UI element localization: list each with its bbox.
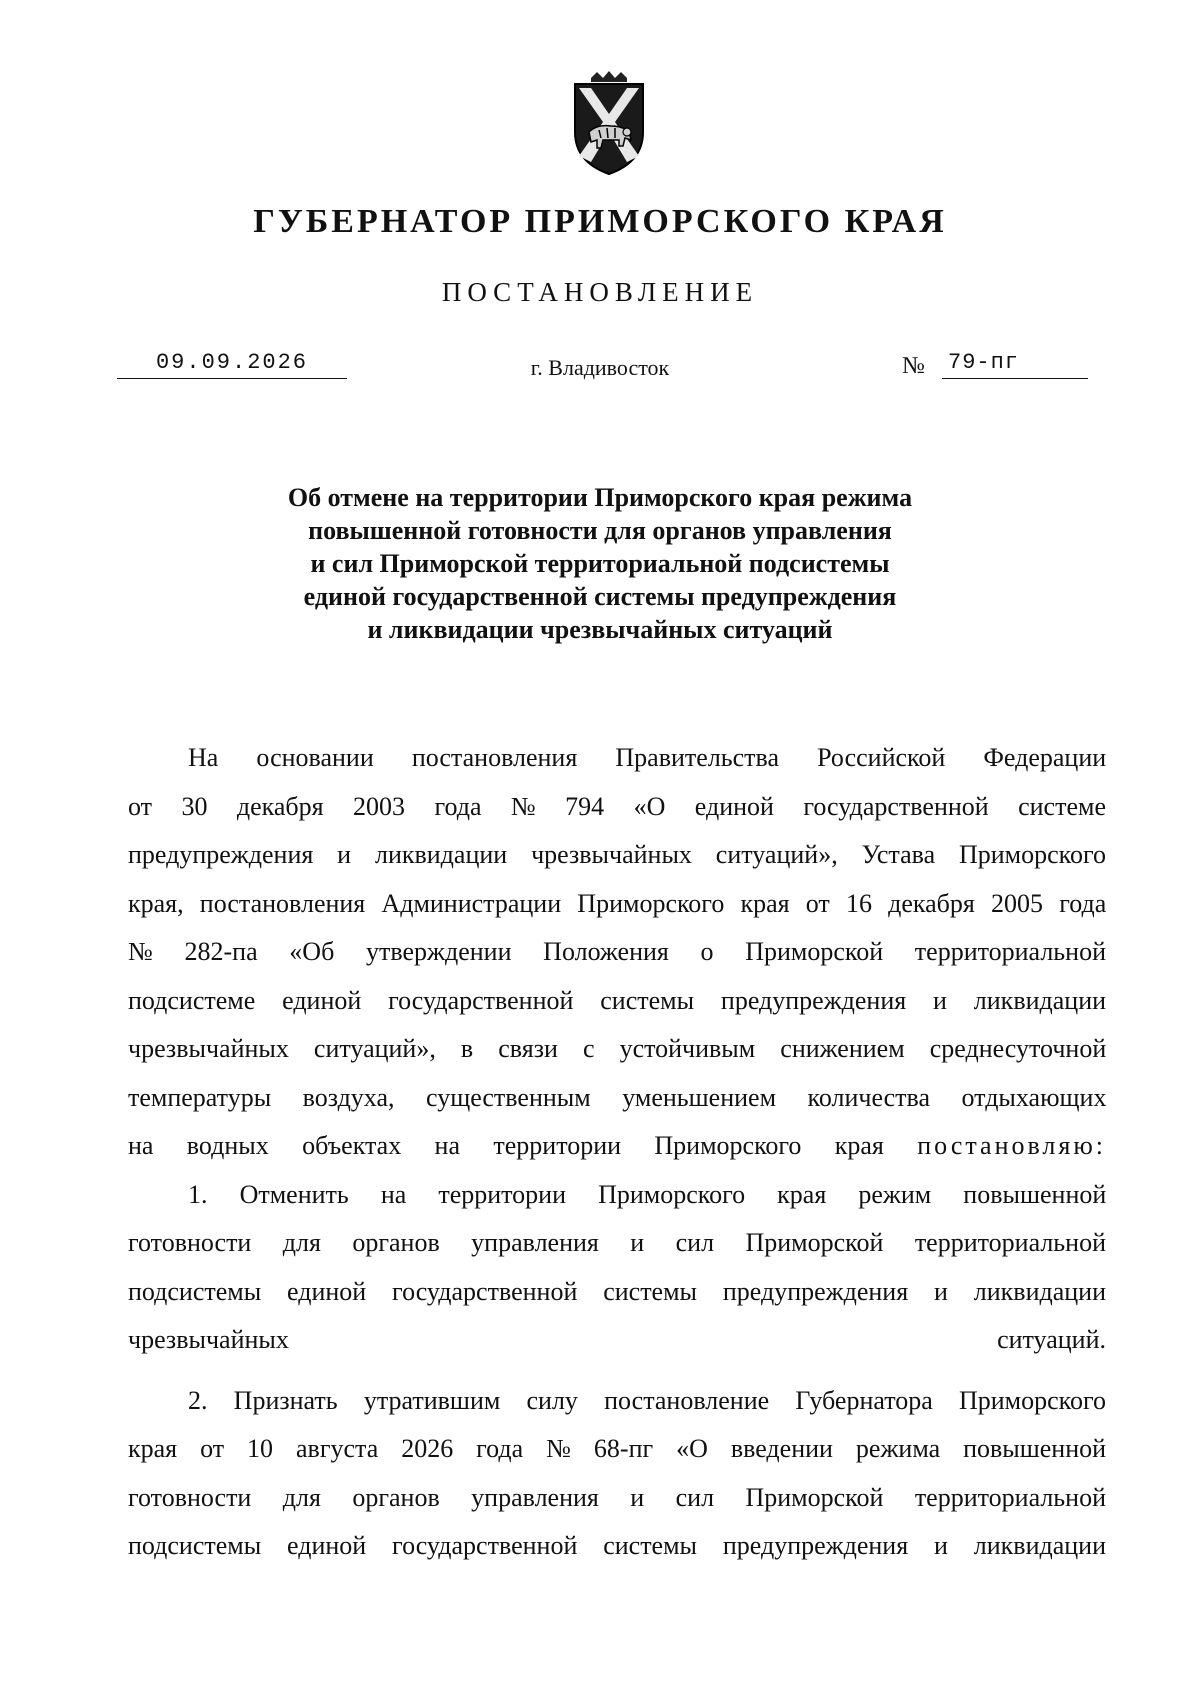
body-line: подсистемы единой государственной системы предупреждения и ликвидации — [128, 1276, 1106, 1306]
body-line: 1. Отменить на территории Приморского края режим повышенной — [188, 1179, 1107, 1209]
document-heading — [150, 481, 1050, 646]
body-line: температуры воздуха, существенным уменьшением количества отдыхающих — [128, 1082, 1107, 1112]
document-city: г. Владивосток — [530, 355, 670, 380]
body-line: готовности для органов управления и сил Приморской территориальной — [128, 1228, 1106, 1257]
body-line — [128, 1122, 1106, 1171]
heading-line: единой государственной системы предупреждения — [303, 582, 897, 611]
heading-line: повышенной готовности для органов управления — [308, 516, 892, 545]
body-line: подсистеме единой государственной системы предупреждения и ликвидации — [128, 985, 1107, 1015]
issuer-title: ГУБЕРНАТОР ПРИМОРСКОГО КРАЯ — [253, 203, 947, 240]
heading-line: и сил Приморской территориальной подсистемы — [310, 549, 890, 578]
body-line: 2. Признать утратившим силу постановление Губернатора Приморского — [188, 1385, 1106, 1415]
body-line: края от 10 августа 2026 года № 68-пг «О введении режима повышенной — [128, 1434, 1107, 1463]
decree-word: постановляю: — [917, 1131, 1107, 1160]
body-line: подсистемы единой государственной системы предупреждения и ликвидации — [128, 1531, 1106, 1560]
body-line: предупреждения и ликвидации чрезвычайных ситуаций», Устава Приморского — [128, 840, 1106, 869]
body-line: готовности для органов управления и сил Приморской территориальной — [128, 1482, 1106, 1512]
body-line: На основании постановления Правительства Российской Федерации — [188, 743, 1107, 772]
body-line-text: на водных объектах на территории Приморского края — [128, 1131, 884, 1160]
body-line: № 282-па «Об утверждении Положения о Приморской территориальной — [128, 937, 1106, 966]
body-line: чрезвычайных ситуаций», в связи с устойчивым снижением среднесуточной — [128, 1034, 1107, 1063]
item-2-paragraph — [128, 1377, 1106, 1571]
document-date: 09.09.2026 — [117, 350, 347, 379]
number-label: № — [902, 353, 925, 379]
heading-line: Об отмене на территории Приморского края режима — [287, 483, 913, 512]
document-type: ПОСТАНОВЛЕНИЕ — [441, 277, 759, 307]
paragraph-gap — [128, 1365, 1106, 1377]
body-line: чрезвычайных ситуаций. — [128, 1325, 1106, 1354]
document-number: 79-пг — [942, 350, 1088, 379]
body-line: края, постановления Администрации Приморского края от 16 декабря 2005 года — [128, 888, 1107, 918]
heading-line: и ликвидации чрезвычайных ситуаций — [367, 615, 833, 644]
preamble-paragraph — [128, 734, 1106, 1171]
body-line: от 30 декабря 2003 года № 794 «О единой государственной системе — [128, 791, 1106, 821]
document-body — [128, 734, 1106, 1571]
item-1-paragraph — [128, 1171, 1106, 1365]
coat-of-arms-icon — [561, 70, 657, 178]
